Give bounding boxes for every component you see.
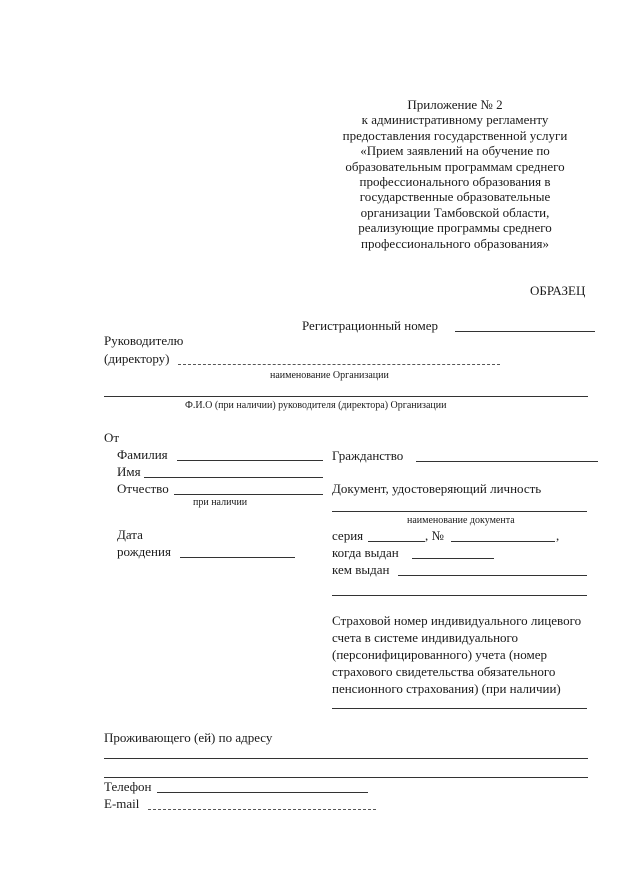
issued-when-field[interactable]	[412, 558, 494, 559]
appendix-header	[300, 97, 610, 251]
header-line: организации Тамбовской области,	[360, 204, 550, 220]
issued-by-field-continued[interactable]	[332, 595, 587, 596]
snils-field[interactable]	[332, 708, 587, 709]
patronymic-field[interactable]	[174, 494, 323, 495]
name-field[interactable]	[144, 477, 323, 478]
name-label: Имя	[117, 464, 141, 479]
head-name-caption: Ф.И.О (при наличии) руководителя (директора) Организации	[185, 400, 447, 411]
id-document-label: Документ, удостоверяющий личность	[332, 481, 542, 496]
header-line: Приложение № 2	[407, 97, 503, 112]
birth-label: Дата	[117, 527, 143, 542]
number-label: , №	[425, 528, 444, 543]
phone-label: Телефон	[104, 779, 152, 794]
surname-label: Фамилия	[117, 447, 168, 462]
snils-line: (персонифицированного) учета (номер	[332, 647, 547, 662]
birth-label: рождения	[117, 544, 171, 559]
number-comma: ,	[556, 528, 560, 543]
header-line: профессионального образования в	[359, 174, 551, 190]
address-field-line-1[interactable]	[104, 758, 588, 759]
issued-by-label: кем выдан	[332, 562, 390, 577]
header-line: предоставления государственной услуги	[342, 127, 568, 143]
organization-caption: наименование Организации	[270, 370, 389, 381]
to-head-label: Руководителю	[104, 333, 184, 348]
organization-field[interactable]	[178, 364, 500, 365]
surname-field[interactable]	[177, 460, 323, 461]
header-line: государственные образовательные	[359, 189, 551, 205]
issued-when-label: когда выдан	[332, 545, 399, 560]
header-line: «Прием заявлений на обучение по	[360, 143, 550, 159]
email-field[interactable]	[148, 809, 376, 810]
document-caption: наименование документа	[407, 515, 515, 526]
citizenship-field[interactable]	[416, 461, 598, 462]
head-name-field[interactable]	[104, 396, 588, 397]
patronymic-label: Отчество	[117, 481, 169, 496]
patronymic-note: при наличии	[193, 497, 248, 508]
issued-by-field[interactable]	[398, 575, 587, 576]
sample-mark: ОБРАЗЕЦ	[530, 283, 586, 298]
reg-number-field[interactable]	[455, 331, 595, 332]
header-line: к административному регламенту	[361, 112, 549, 128]
address-field-line-2[interactable]	[104, 777, 588, 778]
citizenship-label: Гражданство	[332, 448, 404, 463]
header-line: реализующие программы среднего	[358, 220, 552, 236]
email-label: E-mail	[104, 796, 140, 811]
series-label: серия	[332, 528, 364, 543]
snils-line: страхового свидетельства обязательного	[332, 664, 556, 679]
from-label: От	[104, 430, 120, 445]
snils-line: Страховой номер индивидуального лицевого	[332, 613, 582, 628]
to-director-label: (директору)	[104, 351, 170, 366]
address-label: Проживающего (ей) по адресу	[104, 730, 273, 745]
reg-number-label: Регистрационный номер	[302, 318, 438, 333]
phone-field[interactable]	[157, 792, 368, 793]
birth-date-field[interactable]	[180, 557, 295, 558]
header-line: образовательным программам среднего	[345, 158, 565, 174]
snils-line: пенсионного страхования) (при наличии)	[332, 681, 561, 696]
series-field[interactable]	[368, 541, 425, 542]
id-document-field[interactable]	[332, 511, 587, 512]
header-line: профессионального образования»	[360, 235, 550, 251]
number-field[interactable]	[451, 541, 555, 542]
snils-line: счета в системе индивидуального	[332, 630, 519, 645]
